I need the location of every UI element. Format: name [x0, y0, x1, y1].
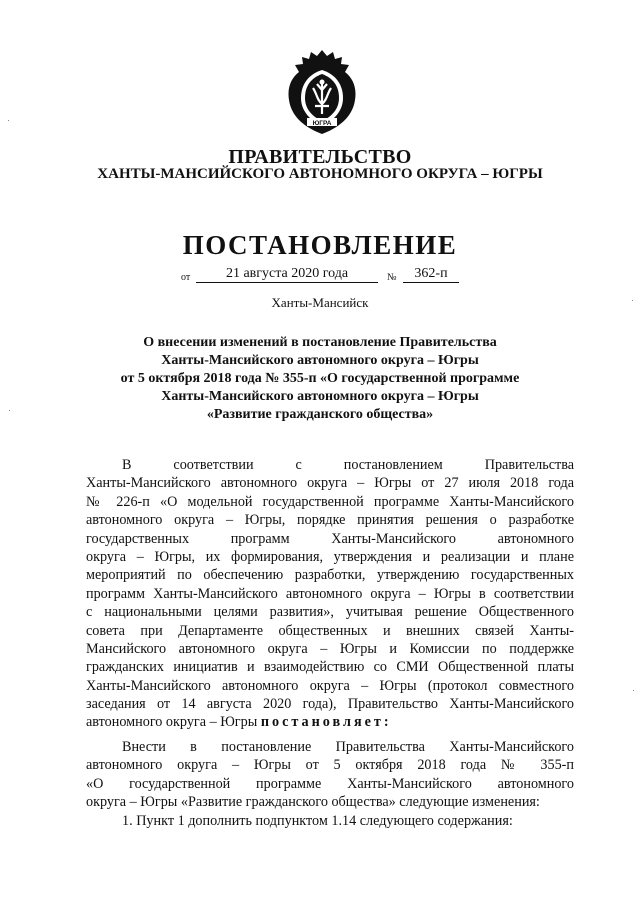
text-line: № 226-п «О модельной государственной программе Ханты-Мансийского	[86, 493, 574, 510]
text-line: программ Ханты-Мансийского автономного округа – Югры в соответствии	[86, 585, 574, 602]
text-line: В соответствии с постановлением Правительства	[122, 457, 574, 473]
text-line: Ханты-Мансийского автономного округа – Югры от 27 июля 2018 года	[86, 475, 574, 492]
text-line: автономного округа – Югры, порядке принятия решения о разработке	[86, 512, 574, 529]
text-line: заседания от 14 августа 2020 года), Правительство Ханты-Мансийского	[86, 696, 574, 713]
text-line: Мансийского автономного округа – Югры и Комиссии по поддержке	[86, 640, 574, 657]
text-line: округа – Югры, их формирования, утверждения и реализации и плане	[86, 548, 574, 565]
subject-line: от 5 октября 2018 года № 355-п «О государственной программе	[120, 371, 520, 386]
scan-speck	[632, 300, 633, 301]
scan-speck	[633, 690, 634, 691]
text-line: Ханты-Мансийского автономного округа – Югры (протокол совместного	[86, 677, 574, 694]
coat-of-arms-icon	[283, 48, 361, 138]
text-fragment: автономного округа – Югры	[86, 714, 258, 731]
subject-line: Ханты-Мансийского автономного округа – Югры	[161, 389, 479, 404]
subject-line: О внесении изменений в постановление Правительства	[143, 335, 497, 350]
decree-subject	[0, 334, 640, 424]
text-line: гражданских инициатив и взаимодействию со СМИ Общественной платы	[86, 659, 574, 676]
decree-date: 21 августа 2020 года	[196, 266, 378, 283]
number-label: №	[387, 272, 397, 283]
scan-speck	[8, 120, 9, 121]
text-line-final	[86, 713, 574, 731]
emblem-caption: ЮГРА	[312, 120, 332, 127]
city: Ханты-Мансийск	[271, 295, 369, 310]
date-label: от	[181, 272, 191, 283]
text-line: государственных программ Ханты-Мансийского автономного	[86, 530, 574, 547]
subject-line: «Развитие гражданского общества»	[206, 407, 434, 422]
text-line: с национальными целями развития», учитывая решение Общественного	[86, 604, 574, 621]
scan-speck	[9, 410, 10, 411]
text-line: автономного округа – Югры от 5 октября 2018 года № 355-п	[86, 757, 574, 774]
text-line: «О государственной программе Ханты-Мансийского автономного	[86, 775, 574, 792]
text-line: округа – Югры «Развитие гражданского общества» следующие изменения:	[86, 794, 540, 811]
text-line: Внести в постановление Правительства Ханты-Мансийского	[122, 739, 574, 755]
paragraph-amendment	[86, 738, 574, 830]
paragraph-preamble	[86, 456, 574, 732]
decree-number: 362-п	[403, 266, 459, 283]
resolves-word: постановляет:	[260, 714, 392, 731]
document-title: ПОСТАНОВЛЕНИЕ	[182, 230, 458, 260]
government-heading: ПРАВИТЕЛЬСТВО	[228, 146, 412, 168]
region-heading: ХАНТЫ-МАНСИЙСКОГО АВТОНОМНОГО ОКРУГА – ЮГРЫ	[97, 166, 543, 182]
text-line: мероприятий по обеспечению разработки, утверждению государственных	[86, 567, 574, 584]
item-1: 1. Пункт 1 дополнить подпунктом 1.14 следующего содержания:	[122, 812, 513, 829]
subject-line: Ханты-Мансийского автономного округа – Югры	[161, 353, 479, 368]
text-line: совета при Департаменте общественных и внешних связей Ханты-	[86, 622, 574, 639]
